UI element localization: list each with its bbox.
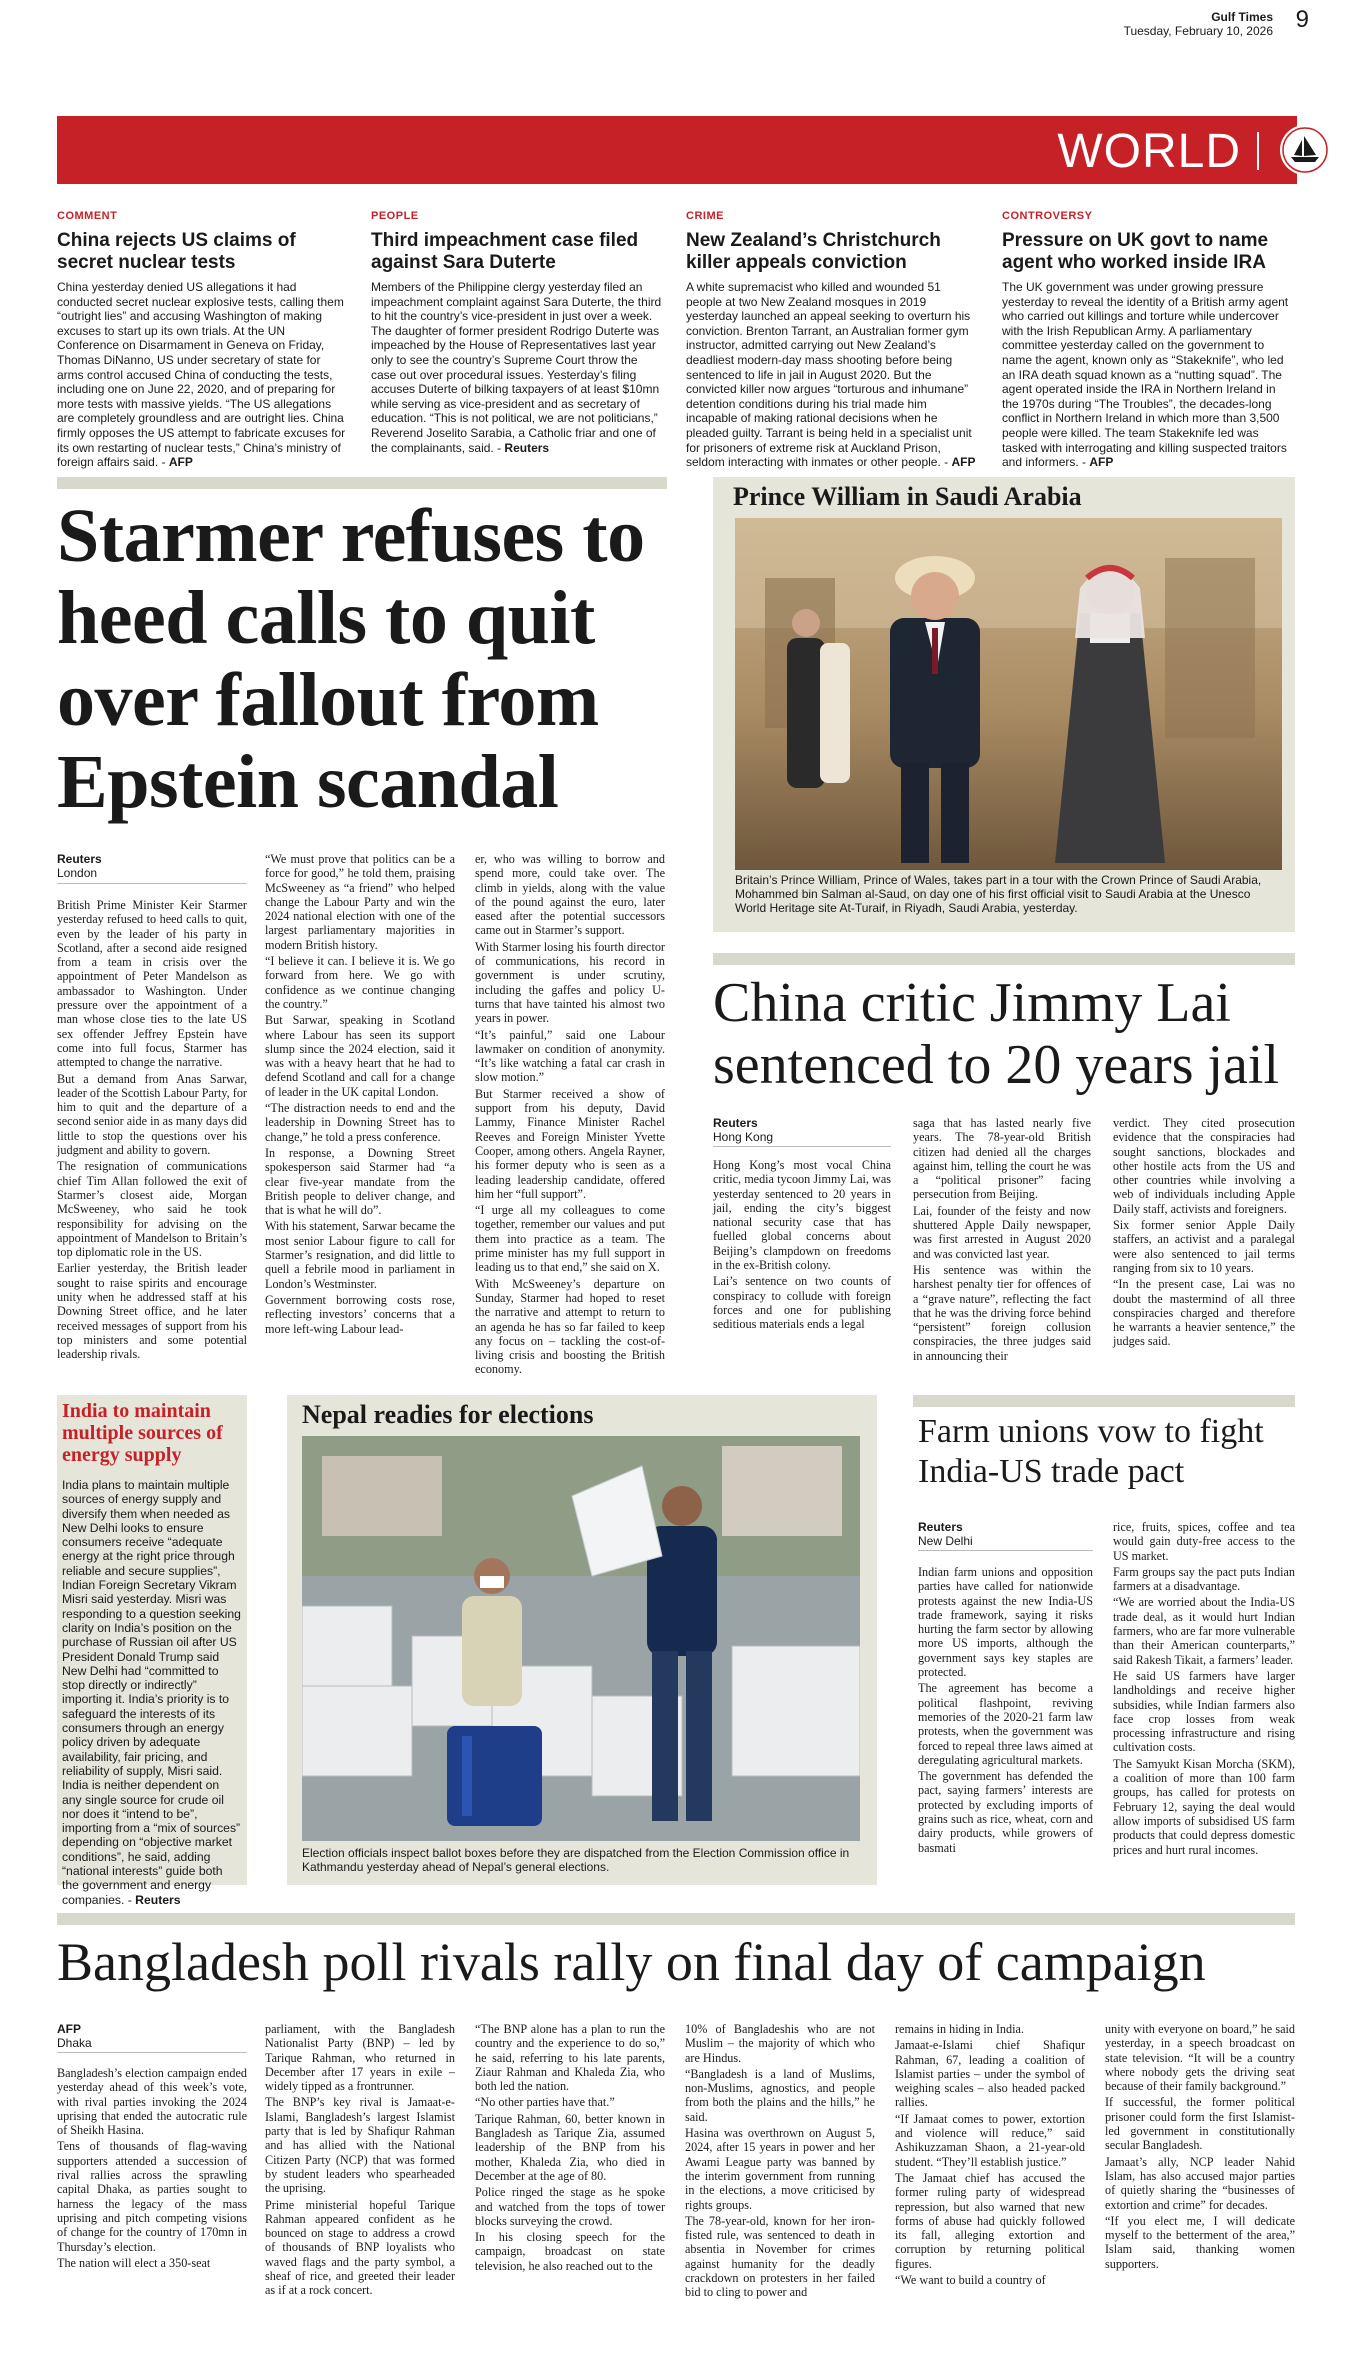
- farm-paragraph: The agreement has become a political flashpoint, reviving memories of the 2020-21 farm law protests, when the government was forced to repeal three laws aimed at deregulating agricultural markets.: [918, 1681, 1093, 1767]
- byline-agency: Reuters: [918, 1520, 963, 1534]
- lai-paragraph: Hong Kong’s most vocal China critic, media tycoon Jimmy Lai, was yesterday sentenced to 20 years in jail, ending the city’s biggest national security case that has fuelled global concerns about Beijing’s clampdown on freedoms in the ex-British colony.: [713, 1158, 891, 1273]
- bangladesh-paragraph: unity with everyone on board,” he said yesterday, in a speech broadcast on state television. “It will be a country where nobody gets the driving seat because of their family background.”: [1105, 2022, 1295, 2094]
- brief-credit: AFP: [1089, 455, 1114, 470]
- bangladesh-paragraph: “Bangladesh is a land of Muslims, non-Muslims, agnostics, and people from both the plains and the hills,” he said.: [685, 2066, 875, 2124]
- brief-christchurch: [686, 210, 978, 470]
- bangladesh-paragraph: Tens of thousands of flag-waving supporters attended a succession of rival rallies across the sprawling capital Dhaka, as parties sought to harness the legacy of the mass uprising and pitch competing visions of change for the country of 170mn in Thursday’s election.: [57, 2139, 247, 2254]
- byline-rule: [57, 883, 247, 884]
- brief-kicker: COMMENT: [57, 210, 118, 222]
- starmer-column-2: [265, 852, 455, 1338]
- lai-paragraph: verdict. They cited prosecution evidence that the conspiracies had sought sanctions, blockades and other hostile acts from the US and other countries while involving a web of individuals including Apple Daily staff, activists and foreigners.: [1113, 1116, 1295, 1216]
- lai-column-1: [713, 1158, 891, 1334]
- bangladesh-paragraph: The 78-year-old, known for her iron-fisted rule, was sentenced to death in absentia in November for crimes against humanity for the deadly crackdown on protesters in her failed bid to cling to power and: [685, 2213, 875, 2300]
- starmer-column-1: [57, 898, 247, 1364]
- brief-uk-ira-agent: [1002, 210, 1294, 470]
- bangladesh-paragraph: Hasina was overthrown on August 5, 2024, after 15 years in power and her Awami League party was banned by the interim government from running in the elections, a move criticised by rights groups.: [685, 2126, 875, 2212]
- bangladesh-paragraph: parliament, with the Bangladesh Nationalist Party (BNP) – led by Tarique Rahman, who returned in December after 17 years in exile – widely tipped as a frontrunner.: [265, 2022, 455, 2094]
- farm-paragraph: “We are worried about the India-US trade deal, as it would hurt Indian farmers, who are far more vulnerable than their American counterparts,” said Rakesh Tikait, a farmers’ leader.: [1113, 1595, 1295, 1667]
- starmer-paragraph: But Sarwar, speaking in Scotland where Labour has seen its support slump since the 2024 election, said it was with a heavy heart that he had to defend Scotland and call for a change of leader in the UK capital London.: [265, 1013, 455, 1099]
- publication-info: [1124, 10, 1273, 38]
- bangladesh-column-3: [475, 2022, 665, 2275]
- page-number: 9: [1295, 6, 1309, 33]
- brief-headline: Pressure on UK govt to name agent who worked inside IRA: [1002, 230, 1269, 273]
- bangladesh-column-1: [57, 2066, 247, 2272]
- starmer-paragraph: With McSweeney’s departure on Sunday, Starmer had hoped to reset the narrative and attempt to return to an agenda he has so far failed to keep any focus on – tackling the cost-of-living crisis and boosting the British economy.: [475, 1276, 665, 1377]
- section-divider: [1257, 132, 1259, 170]
- brief-body: China yesterday denied US allegations it had conducted secret nuclear explosive tests, calling them “outright lies” and accusing Washington of making excuses to start up its own trials. At the UN Conference on Disarmament in Geneva on Friday, Thomas DiNanno, US under secretary of state for arms control accused China of conducting the tests, including one on June 22, 2020, and of preparing for more tests with massive yields. “The US allegations are completely groundless and are outright lies. China firmly opposes the US attempt to fabricate excuses for its own restarting of nuclear tests,” China’s ministry of foreign affairs said. - AFP: [57, 280, 346, 470]
- byline-agency: Reuters: [713, 1116, 758, 1130]
- william-photo: [735, 518, 1282, 870]
- william-box-title: Prince William in Saudi Arabia: [733, 482, 1082, 511]
- farm-byline: [918, 1520, 1093, 1548]
- lai-paragraph: Six former senior Apple Daily staffers, an activist and a paralegal were also sentenced to jail terms ranging from six to 10 years.: [1113, 1218, 1295, 1275]
- bangladesh-paragraph: “If Jamaat comes to power, extortion and violence will reduce,” said Ashikuzzaman Shaon, a 21-year-old student. “They’ll establish justice.”: [895, 2111, 1085, 2169]
- rule-bar: [57, 1913, 1295, 1925]
- starmer-column-3: [475, 852, 665, 1379]
- bangladesh-paragraph: The BNP’s key rival is Jamaat-e-Islami, Bangladesh’s largest Islamist party that is led by Shafiqur Rahman and has allied with the National Citizen Party (NCP) that was formed by student leaders who spearheaded the uprising.: [265, 2095, 455, 2196]
- farm-paragraph: Indian farm unions and opposition parties have called for nationwide protests against the new India-US trade framework, saying it risks hurting the farm sector by allowing more US imports, although the government says key staples are protected.: [918, 1565, 1093, 1680]
- brief-kicker: PEOPLE: [371, 210, 419, 222]
- bangladesh-paragraph: 10% of Bangladeshis who are not Muslim – the majority of which who are Hindus.: [685, 2022, 875, 2065]
- bangladesh-paragraph: Tarique Rahman, 60, better known in Bangladesh as Tarique Zia, assumed leadership of the BNP from his mother, Khaleda Zia, who died in December at the age of 80.: [475, 2111, 665, 2183]
- bangladesh-paragraph: The nation will elect a 350-seat: [57, 2255, 211, 2270]
- bangladesh-headline: Bangladesh poll rivals rally on final day of campaign: [57, 1932, 1206, 1992]
- farm-paragraph: rice, fruits, spices, coffee and tea would gain duty-free access to the US market.: [1113, 1520, 1295, 1563]
- lai-paragraph: Lai, founder of the feisty and now shuttered Apple Daily newspaper, was first arrested in August 2020 and was convicted last year.: [913, 1203, 1091, 1261]
- brief-headline: Third impeachment case filed against Sara Duterte: [371, 230, 639, 273]
- starmer-paragraph: The resignation of communications chief Tim Allan followed the exit of Starmer’s closest aide, Morgan McSweeney, who said he took responsibility for advising on the appointment of Mandelson to Britain’s top diplomatic role in the US.: [57, 1159, 247, 1260]
- starmer-paragraph: With his statement, Sarwar became the most senior Labour figure to call for Starmer’s resignation, and did little to quell a febrile mood in parliament in London’s Westminster.: [265, 1219, 455, 1291]
- bangladesh-column-6: [1105, 2022, 1295, 2273]
- starmer-paragraph: British Prime Minister Keir Starmer yesterday refused to heed calls to quit, even by the leader of his party in Scotland, after a second aide resigned from a team in crisis over the appointment of Peter Mandelson as ambassador to Washington. Under pressure over the appointment of a man whose close ties to the late US sex offender Jeffrey Epstein have come into full focus, Starmer has attempted to change the narrative.: [57, 898, 247, 1070]
- byline-agency: AFP: [57, 2022, 81, 2036]
- starmer-byline: [57, 852, 247, 880]
- publication-name: Gulf Times: [1211, 10, 1273, 24]
- byline-dateline: New Delhi: [918, 1534, 973, 1548]
- farm-paragraph: The Samyukt Kisan Morcha (SKM), a coalition of more than 100 farm groups, has called for protests on February 12, saying the deal would allow imports of subsidised US farm products that could depress domestic prices and hurt rural incomes.: [1113, 1756, 1295, 1857]
- lai-column-2: [913, 1116, 1091, 1365]
- starmer-paragraph: With Starmer losing his fourth director of communications, his record in government is under scrutiny, including the gaffes and policy U-turns that have tainted his almost two years in power.: [475, 939, 665, 1026]
- lai-paragraph: Lai’s sentence on two counts of conspiracy to collude with foreign forces and one for publishing seditious materials ends a legal: [713, 1274, 891, 1332]
- william-caption: Britain’s Prince William, Prince of Wales, takes part in a tour with the Crown Prince of Saudi Arabia, Mohammed bin Salman al-Saud, on day one of his first official visit to Saudi Arabia at the Unesco World Heritage site At-Turaif, in Riyadh, Saudi Arabia, yesterday.: [735, 873, 1262, 915]
- brief-body: Members of the Philippine clergy yesterday filed an impeachment complaint against Sara Duterte, the third to hit the country’s vice-president in just over a week. The daughter of former president Rodrigo Duterte was impeached by the House of Representatives last year only to see the country’s Supreme Court throw the case out over procedural issues. Yesterday’s filing accuses Duterte of bilking taxpayers of at least $10mn while serving as vice-president and as secretary of education. “This is not political, we are not politicians,” Reverend Joselito Sarabia, a Catholic friar and one of the complainants, said. - Reuters: [371, 280, 662, 455]
- bangladesh-paragraph: Bangladesh’s election campaign ended yesterday ahead of this week’s vote, with rival parties invoking the 2024 uprising that ended the autocratic rule of Sheikh Hasina.: [57, 2066, 247, 2138]
- brief-credit: AFP: [168, 455, 193, 470]
- starmer-paragraph: “I urge all my colleagues to come together, remember our values and put them into practice as a team. The prime minister has my full support in leading us to that end,” she said on X.: [475, 1203, 665, 1275]
- lai-paragraph: His sentence was within the harshest penalty tier for offences of a “grave nature”, reflecting the fact that he was the driving force behind “persistent” foreign collusion conspiracies, the three judges said in announcing their: [913, 1262, 1091, 1363]
- bangladesh-paragraph: “The BNP alone has a plan to run the country and the experience to do so,” he said, referring to his late parents, Ziaur Rahman and Khaleda Zia, who both led the nation.: [475, 2022, 665, 2094]
- bangladesh-paragraph: The Jamaat chief has accused the former ruling party of widespread repression, but also warned that new forms of abuse had quickly followed its fall, alleging extortion and corruption by returning political figures.: [895, 2170, 1085, 2271]
- energy-headline: India to maintain multiple sources of energy supply: [62, 1400, 223, 1466]
- lai-paragraph: “In the present case, Lai was no doubt the mastermind of all three conspiracies charged and therefore he warrants a heavier sentence,” the judges said.: [1113, 1277, 1295, 1349]
- brief-credit: Reuters: [504, 440, 550, 455]
- byline-dateline: London: [57, 866, 98, 880]
- farm-paragraph: Farm groups say the pact puts Indian farmers at a disadvantage.: [1113, 1564, 1295, 1594]
- starmer-paragraph: In response, a Downing Street spokesperson said Starmer had “a clear five-year mandate from the British people to deliver change, and that is what he will do”.: [265, 1145, 455, 1218]
- bangladesh-paragraph: Jamaat-e-Islami chief Shafiqur Rahman, 67, leading a coalition of Islamist parties – under the symbol of weighing scales – also headed packed rallies.: [895, 2038, 1085, 2110]
- section-title: WORLD: [1057, 125, 1241, 178]
- brief-credit: AFP: [951, 455, 976, 470]
- publication-date: Tuesday, February 10, 2026: [1123, 24, 1273, 38]
- rule-bar: [713, 953, 1295, 965]
- farm-paragraph: The government has defended the pact, saying farmers’ interests are protected by excluding imports of grains such as rice, wheat, corn and dairy products, while growers of basmati: [918, 1769, 1093, 1855]
- nepal-photo: [302, 1436, 860, 1841]
- byline-rule: [713, 1146, 891, 1147]
- byline-agency: Reuters: [57, 852, 102, 866]
- bangladesh-column-4: [685, 2022, 875, 2302]
- energy-credit: Reuters: [135, 1892, 181, 1907]
- byline-dateline: Hong Kong: [713, 1130, 774, 1144]
- rule-bar: [913, 1395, 1295, 1407]
- rule-bar: [57, 477, 667, 489]
- lai-headline: China critic Jimmy Lai sentenced to 20 years jail: [713, 972, 1280, 1096]
- byline-dateline: Dhaka: [57, 2036, 92, 2050]
- bangladesh-paragraph: In his closing speech for the campaign, broadcast on state television, he also reached out to the: [475, 2230, 665, 2273]
- bangladesh-paragraph: “If you elect me, I will dedicate myself to the betterment of the area,” Islam said, thanking women supporters.: [1105, 2213, 1295, 2271]
- brief-body: A white supremacist who killed and wounded 51 people at two New Zealand mosques in 2019 yesterday launched an appeal seeking to overturn his conviction. Brenton Tarrant, an Australian former gym instructor, admitted carrying out New Zealand’s deadliest modern-day mass shooting before being sentenced to life in jail in August 2020. But the convicted killer now argues “torturous and inhumane” detention conditions during his trial made him incapable of making rational decisions when he pleaded guilty. Tarrant is being held in a specialist unit for prisoners of extreme risk at Auckland Prison, seldom interacting with inmates or other people. - AFP: [686, 280, 976, 470]
- bangladesh-paragraph: Jamaat’s ally, NCP leader Nahid Islam, has also accused major parties of quietly sharing the “businesses of extortion and crime” for decades.: [1105, 2154, 1295, 2212]
- farm-column-2: [1113, 1520, 1295, 1859]
- farm-headline: Farm unions vow to fight India-US trade pact: [918, 1413, 1264, 1490]
- farm-paragraph: He said US farmers have larger landholdings and receive higher subsidies, while Indian farmers also face crop losses from weak processing infrastructure and rising cultivation costs.: [1113, 1668, 1295, 1755]
- bangladesh-paragraph: Prime ministerial hopeful Tarique Rahman appeared confident as he bounced on stage to address a crowd of thousands of BNP loyalists who waved flags and the party symbol, a sheaf of rice, and greeted their leader as if at a rock concert.: [265, 2197, 455, 2298]
- brief-headline: China rejects US claims of secret nuclear tests: [57, 230, 296, 273]
- starmer-paragraph: “It’s painful,” said one Labour lawmaker on condition of anonymity. “It’s like watching a fatal car crash in slow motion.”: [475, 1027, 665, 1085]
- starmer-paragraph: er, who was willing to borrow and spend more, could take over. The climb in yields, along with the value of the pound against the euro, later eased after the potential successors came out in Starmer’s support.: [475, 852, 665, 938]
- byline-rule: [918, 1550, 1093, 1551]
- bangladesh-column-5: [895, 2022, 1085, 2289]
- starmer-paragraph: Earlier yesterday, the British leader sought to raise spirits and encourage unity when he addressed staff at his Downing Street office, and he later received messages of support from his top ministers and some potential leadership rivals.: [57, 1261, 247, 1362]
- bangladesh-byline: [57, 2022, 247, 2050]
- starmer-paragraph: But Starmer received a show of support from his deputy, David Lammy, Finance Minister Rachel Reeves and Foreign Minister Yvette Cooper, among others. Angela Rayner, his former deputy who is seen as a leading leadership candidate, offered him her “full support”.: [475, 1086, 665, 1201]
- starmer-paragraph: Government borrowing costs rose, reflecting investors’ concerns that a more left-wing Labour lead-: [265, 1292, 455, 1336]
- nepal-caption: Election officials inspect ballot boxes before they are dispatched from the Election Commission office in Kathmandu yesterday ahead of Nepal’s general elections.: [302, 1846, 850, 1874]
- byline-rule: [57, 2052, 247, 2053]
- brief-sara-duterte: [371, 210, 663, 455]
- brief-kicker: CONTROVERSY: [1002, 210, 1093, 222]
- dhow-logo-icon: [1277, 122, 1333, 178]
- brief-headline: New Zealand’s Christchurch killer appeals conviction: [686, 230, 941, 273]
- energy-body: India plans to maintain multiple sources of energy supply and diversify them when needed as New Delhi looks to ensure consumers receive “adequate energy at the right price through reliable and secure supplies”, Indian Foreign Secretary Vikram Misri said yesterday. Misri was responding to a question seeking clarity on India’s position on the purchase of Russian oil after US President Donald Trump said New Delhi had “committed to stop directly or indirectly” importing it. India’s priority is to safeguard the interests of its consumers through an energy policy driven by adequate availability, fair pricing, and reliability of supply, Misri said. India is neither dependent on any single source for crude oil nor does it “intend to be”, importing from a “mix of sources” depending on “objective market conditions”, he said, adding “national interests” guide both the government and energy companies. - Reuters: [62, 1478, 241, 1907]
- starmer-paragraph: “The distraction needs to end and the leadership in Downing Street has to change,” he told a press conference.: [265, 1101, 455, 1144]
- lai-column-3: [1113, 1116, 1295, 1351]
- lai-byline: [713, 1116, 891, 1144]
- nepal-box-title: Nepal readies for elections: [302, 1400, 594, 1429]
- bangladesh-paragraph: “No other parties have that.”: [475, 2095, 615, 2110]
- brief-kicker: CRIME: [686, 210, 724, 222]
- bangladesh-paragraph: remains in hiding in India.: [895, 2022, 1024, 2036]
- starmer-paragraph: “I believe it can. I believe it is. We go forward from here. We go with confidence as we continue changing the country.”: [265, 954, 455, 1011]
- brief-body: The UK government was under growing pressure yesterday to reveal the identity of a British army agent who carried out killings and torture while undercover with the Irish Republican Army. A parliamentary committee yesterday called on the government to name the agent, known only as “Stakeknife”, who led an IRA death squad known as a “nutting squad”. The agent operated inside the IRA in Northern Ireland in the 1970s during “The Troubles”, the decades-long conflict in Northern Ireland in which more than 3,500 people were killed. The team Stakeknife led was tasked with interrogating and killing suspected traitors and informers. - AFP: [1002, 280, 1289, 470]
- bangladesh-paragraph: “We want to build a country of: [895, 2273, 1046, 2288]
- starmer-paragraph: “We must prove that politics can be a force for good,” he told them, praising McSweeney as “a friend” who helped change the Labour Party and win the 2024 national election with one of the largest parliamentary majorities in modern British history.: [265, 852, 455, 952]
- brief-china-nuclear: [57, 210, 349, 470]
- starmer-paragraph: But a demand from Anas Sarwar, leader of the Scottish Labour Party, for him to quit and the departure of a second senior aide in as many days did little to stop the questions over his judgment and ability to govern.: [57, 1071, 247, 1158]
- starmer-headline: Starmer refuses to heed calls to quit over fallout from Epstein scandal: [57, 494, 645, 824]
- bangladesh-paragraph: If successful, the former political prisoner could form the first Islamist-led government in constitutionally secular Bangladesh.: [1105, 2095, 1295, 2153]
- bangladesh-column-2: [265, 2022, 455, 2300]
- lai-paragraph: saga that has lasted nearly five years. The 78-year-old British citizen had denied all the charges against him, telling the court he was a “political prisoner” facing persecution from Beijing.: [913, 1116, 1091, 1202]
- bangladesh-paragraph: Police ringed the stage as he spoke and watched from the tops of tower blocks surveying the crowd.: [475, 2185, 665, 2228]
- farm-column-1: [918, 1565, 1093, 1857]
